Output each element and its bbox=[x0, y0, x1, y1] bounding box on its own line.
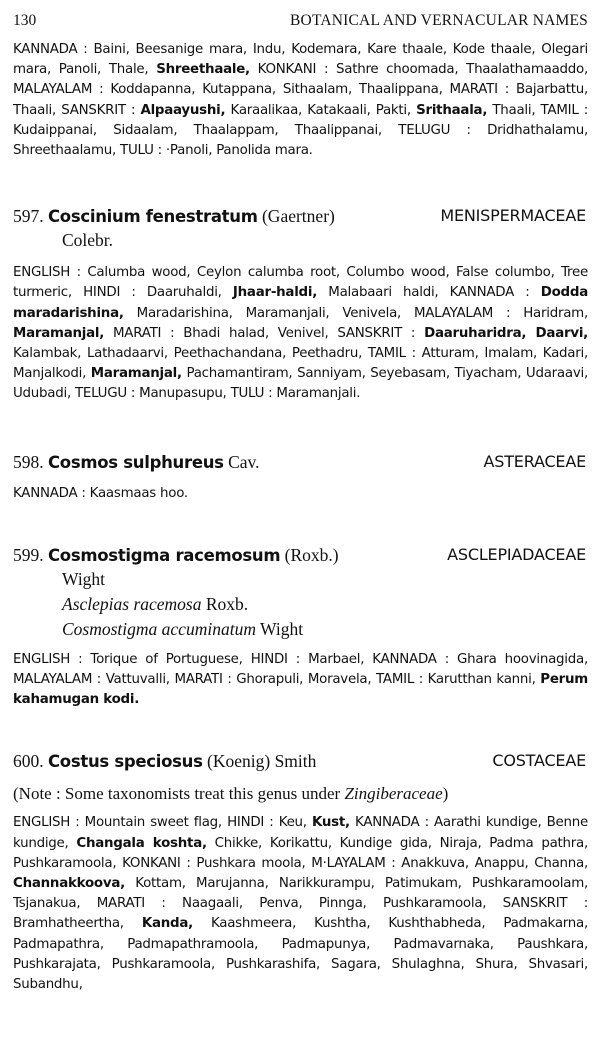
vernacular-names bbox=[13, 813, 588, 995]
text-run: Malabaari haldi, KANNADA : bbox=[317, 285, 541, 301]
text-run: Thaali, TAMIL : Kudaippanai, Sidaalam, Thaalappam, Thaalippanai, TELUGU : Dridhathalamu, Shreethaalamu, TULU : ·Panoli, Panolida mara. bbox=[13, 102, 588, 159]
family-name: ASTERACEAE bbox=[483, 451, 586, 471]
entry-heading bbox=[13, 750, 588, 773]
binomial-name: Cosmos sulphureus bbox=[48, 452, 224, 472]
bold-vernacular-name: Daaruharidra, Daarvi, bbox=[424, 325, 588, 341]
author-citation: (Gaertner) bbox=[261, 206, 335, 227]
text-run: ENGLISH : Calumba wood, Ceylon calumba root, Columbo wood, False columbo, Tree turmeric, HINDI : Daaruhaldi, bbox=[13, 265, 588, 301]
text-run: Pachamantiram, Sanniyam, Seyebasam, Tiyacham, Udaraavi, Udubadi, TELUGU : Manupasupu, TULU : Maramanjali. bbox=[13, 366, 588, 402]
vernacular-names bbox=[13, 484, 588, 504]
entry-name bbox=[13, 750, 316, 773]
text-run: Karaalikaa, Katakaali, Pakti, bbox=[225, 102, 417, 118]
running-title: BOTANICAL AND VERNACULAR NAMES bbox=[290, 12, 588, 29]
bold-vernacular-name: Maramanjal, bbox=[13, 325, 105, 341]
text-run: Chikke, Korikattu, Kundige gida, Niraja, Padma pathra, Pushkaramoola, KONKANI : Pushkara moola, M·LAYALAM : Anakkuva, Anappu, Channa, bbox=[13, 835, 588, 871]
taxonomy-note: (Note : Some taxonomists treat this genus under Zingiberaceae) bbox=[13, 784, 449, 804]
entry-number: 597. bbox=[13, 206, 44, 227]
synonym-name: Asclepias racemosa bbox=[62, 593, 202, 614]
synonym-author: Roxb. bbox=[205, 593, 249, 614]
entry-number: 598. bbox=[13, 451, 44, 472]
synonym-name: Cosmostigma accuminatum bbox=[62, 618, 256, 639]
binomial-name: Cosmostigma racemosum bbox=[48, 545, 281, 565]
synonym-author: Wight bbox=[260, 618, 304, 639]
entry-heading bbox=[13, 451, 588, 474]
entry-number: 599. bbox=[13, 544, 44, 565]
bold-vernacular-name: Jhaar-haldi, bbox=[232, 285, 318, 301]
bold-vernacular-name: Shreethaale, bbox=[156, 62, 250, 78]
entry-name bbox=[13, 451, 260, 474]
text-run: KANNADA : Kaasmaas hoo. bbox=[13, 485, 188, 501]
author-citation: Cav. bbox=[228, 451, 260, 472]
entry-heading bbox=[13, 544, 588, 567]
entry-597 bbox=[13, 205, 588, 404]
text-run: MARATI : Bhadi halad, Venivel, SANSKRIT : bbox=[104, 325, 425, 341]
bold-vernacular-name: Alpaayushi, bbox=[140, 102, 226, 118]
entry-heading bbox=[13, 205, 588, 228]
text-run: Kaashmeera, Kushtha, Kushthabheda, Padmakarna, Padmapathra, Padmapathramoola, Padmapunya, Padmavarnaka, Paushkara, Pushkarajata, Pushkaramoola, Pushkarashifa, Sagara, Shulaghna, Shura, Shvasari, Subandhu, bbox=[13, 916, 588, 993]
text-run: KANNADA : Baini, Beesanige mara, Indu, Kodemara, Kare thaale, Kode thaale, Olegari mara, Panoli, Thale, bbox=[13, 42, 588, 78]
running-header bbox=[13, 0, 588, 38]
bold-vernacular-name: Srithaala, bbox=[416, 102, 488, 118]
author-continuation: Wight bbox=[62, 568, 106, 589]
bold-vernacular-name: Dodda maradarishina, bbox=[13, 285, 588, 321]
text-run: Kalambak, Lathadaarvi, Peethachandana, Peethadru, TAMIL : Atturam, Imalam, Kadari, Manjalkodi, bbox=[13, 346, 588, 382]
entry-600 bbox=[13, 750, 588, 995]
text-run: ENGLISH : Torique of Portuguese, HINDI : Marbael, KANNADA : Ghara hoovinagida, MALAYALAM : Vattuvalli, MARATI : Ghorapuli, Moravela, TAMIL : Karutthan kanni, bbox=[13, 651, 588, 688]
bold-vernacular-name: Maramanjal, bbox=[90, 366, 182, 382]
author-continuation: Colebr. bbox=[62, 230, 114, 251]
page-number: 130 bbox=[13, 12, 37, 29]
entry-number: 600. bbox=[13, 751, 44, 772]
text-run: Kottam, Marujanna, Narikkurampu, Patimukam, Pushkaramoolam, Tsjanakua, MARATI : Naagaali, Penva, Pinnga, Pushkaramoola, SANSKRIT : Bramhatheertha, bbox=[13, 876, 588, 932]
text-run: ENGLISH : Mountain sweet flag, HINDI : Keu, bbox=[13, 815, 312, 831]
bold-vernacular-name: Perum kahamugan kodi. bbox=[13, 672, 588, 708]
vernacular-names bbox=[13, 650, 588, 711]
continued-entry-paragraph bbox=[13, 40, 588, 161]
binomial-name: Coscinium fenestratum bbox=[48, 207, 258, 227]
binomial-name: Costus speciosus bbox=[48, 752, 203, 772]
bold-vernacular-name: Kanda, bbox=[141, 916, 193, 932]
family-name: ASCLEPIADACEAE bbox=[447, 544, 586, 564]
family-name: MENISPERMACEAE bbox=[440, 206, 586, 226]
author-citation: (Roxb.) bbox=[284, 544, 339, 565]
vernacular-names bbox=[13, 263, 588, 404]
bold-vernacular-name: Channakkoova, bbox=[13, 876, 125, 892]
synonym bbox=[13, 592, 588, 617]
text-run: KONKANI : Sathre choomada, Thaalathamaaddo, MALAYALAM : Koddapanna, Kutappana, Sithaalam, Thaalippana, MARATI : Bajarbattu, Thaali, SANSKRIT : bbox=[13, 62, 588, 118]
entry-name bbox=[13, 205, 335, 228]
entry-name bbox=[13, 544, 339, 567]
family-name: COSTACEAE bbox=[492, 751, 586, 771]
text-run: Maradarishina, Maramanjali, Venivela, MALAYALAM : Haridram, bbox=[123, 305, 588, 321]
entry-599 bbox=[13, 544, 588, 711]
bold-vernacular-name: Kust, bbox=[311, 815, 350, 831]
synonym bbox=[13, 617, 588, 642]
bold-vernacular-name: Changala koshta, bbox=[76, 835, 207, 851]
entry-598 bbox=[13, 451, 588, 504]
text-run: KANNADA : Aarathi kundige, Benne kundige, bbox=[13, 815, 589, 851]
author-citation: (Koenig) Smith bbox=[207, 751, 317, 772]
